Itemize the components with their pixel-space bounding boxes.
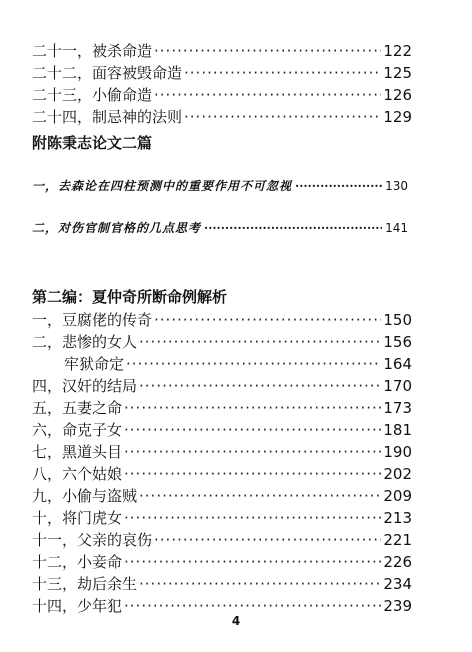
- toc-entry-title: 八，六个姑娘: [32, 465, 123, 483]
- toc-entry-title: 二十二，面容被毁命造: [32, 64, 183, 82]
- toc-entry-page: 209: [383, 487, 412, 505]
- leader-dots: [124, 463, 381, 485]
- toc-entry-title: 牢狱命定: [64, 355, 125, 373]
- leader-dots: [126, 353, 381, 375]
- toc-entry-title: 二十一，被杀命造: [32, 42, 153, 60]
- toc-entry-page: 226: [383, 553, 412, 571]
- toc-entry-title: 二，悲惨的女人: [32, 333, 138, 351]
- toc-entry-title: 四，汉奸的结局: [32, 377, 138, 395]
- page-number: 4: [231, 614, 241, 628]
- leader-dots: [139, 573, 381, 595]
- appendix-entry: [32, 176, 408, 196]
- toc-entry-title: 七，黑道头目: [32, 443, 123, 461]
- toc-entry-page: 150: [383, 311, 412, 329]
- toc-entry-title: 十一，父亲的哀伤: [32, 531, 153, 549]
- leader-dots: [139, 375, 381, 397]
- toc-entry-page: 164: [383, 355, 412, 373]
- toc-entry: [32, 441, 412, 463]
- toc-entry-page: 122: [383, 42, 412, 60]
- toc-entry-page: 190: [383, 443, 412, 461]
- toc-entry-title: 十，将门虎女: [32, 509, 123, 527]
- toc-entry: [32, 419, 412, 441]
- toc-entry-title: 十四，少年犯: [32, 597, 123, 615]
- toc-top-section: [32, 40, 412, 128]
- toc-entry: [32, 84, 412, 106]
- toc-entry-page: 173: [383, 399, 412, 417]
- toc-entry: [32, 40, 412, 62]
- appendix-entry-title: 一，去森论在四柱预测中的重要作用不可忽视: [32, 179, 293, 193]
- toc-entry: [32, 463, 412, 485]
- toc-entry-page: 156: [383, 333, 412, 351]
- toc-entry-page: 125: [383, 64, 412, 82]
- appendix-entry-page: 130: [385, 179, 408, 193]
- toc-entry-page: 202: [383, 465, 412, 483]
- toc-entry: [32, 353, 412, 375]
- toc-entry-title: 二十四，制忌神的法则: [32, 108, 183, 126]
- toc-entry-title: 一，豆腐佬的传奇: [32, 311, 153, 329]
- leader-dots: [124, 551, 381, 573]
- appendix-entry: [32, 218, 408, 238]
- toc-entry: [32, 375, 412, 397]
- leader-dots: [154, 309, 381, 331]
- toc-entry: [32, 573, 412, 595]
- toc-entry: [32, 485, 412, 507]
- leader-dots: [184, 106, 381, 128]
- toc-entry-page: 239: [383, 597, 412, 615]
- toc-entry-page: 213: [383, 509, 412, 527]
- toc-entry: [32, 529, 412, 551]
- leader-dots: [124, 441, 381, 463]
- leader-dots: [124, 419, 381, 441]
- leader-dots: [295, 176, 382, 196]
- appendix-entry-title: 二，对伤官制官格的几点思考: [32, 221, 202, 235]
- toc-entry: [32, 106, 412, 128]
- toc-entry: [32, 397, 412, 419]
- toc-entry-page: 221: [383, 531, 412, 549]
- toc-entry-page: 126: [383, 86, 412, 104]
- toc-entry-title: 五，五妻之命: [32, 399, 123, 417]
- leader-dots: [139, 331, 381, 353]
- toc-entry: [32, 551, 412, 573]
- leader-dots: [124, 397, 381, 419]
- leader-dots: [154, 84, 381, 106]
- appendix-entry-page: 141: [385, 221, 408, 235]
- leader-dots: [124, 507, 381, 529]
- toc-entry-title: 六，命克子女: [32, 421, 123, 439]
- toc-entry-title: 九，小偷与盗贼: [32, 487, 138, 505]
- toc-entry-title: 十三，劫后余生: [32, 575, 138, 593]
- toc-entry: [32, 309, 412, 331]
- toc-entry-page: 170: [383, 377, 412, 395]
- leader-dots: [154, 529, 381, 551]
- toc-entry-title: 二十三，小偷命造: [32, 86, 153, 104]
- toc-entry: [32, 331, 412, 353]
- part2-heading: 第二编：夏仲奇所断命例解析: [32, 288, 228, 306]
- leader-dots: [184, 62, 381, 84]
- toc-entry: [32, 62, 412, 84]
- toc-part2-section: [32, 309, 412, 617]
- toc-entry-page: 234: [383, 575, 412, 593]
- toc-entry-title: 十二，小妾命: [32, 553, 123, 571]
- appendix-heading: 附陈秉志论文二篇: [32, 134, 153, 152]
- leader-dots: [204, 218, 382, 238]
- toc-entry: [32, 507, 412, 529]
- leader-dots: [154, 40, 381, 62]
- toc-entry-page: 129: [383, 108, 412, 126]
- leader-dots: [139, 485, 381, 507]
- toc-entry-page: 181: [383, 421, 412, 439]
